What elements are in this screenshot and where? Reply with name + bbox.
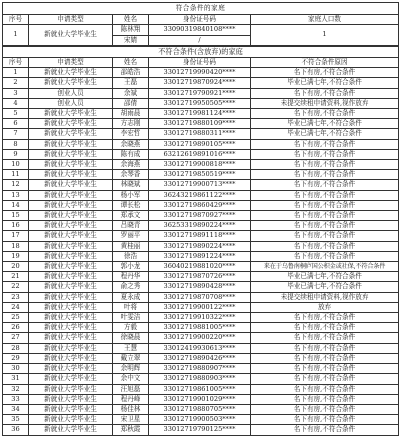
cell-id: 33012719790921****: [149, 88, 251, 98]
cell-type: 新就业大学毕业生: [29, 323, 113, 333]
cell-name: 余海燕: [113, 160, 149, 170]
cell-reason: 名下有房,不符合条件: [251, 139, 399, 149]
cell-type: 新就业大学毕业生: [29, 415, 113, 425]
cell-name: 程丹峰: [113, 394, 149, 404]
cell-name: 王慧: [113, 343, 149, 353]
cell-type: 新就业大学毕业生: [29, 374, 113, 384]
cell-id: 33012719881005****: [149, 323, 251, 333]
cell-type: 新就业大学毕业生: [29, 211, 113, 221]
cell-no: 33: [3, 394, 29, 404]
cell-name: 吕晓青: [113, 221, 149, 231]
cell-no: 9: [3, 149, 29, 159]
table-row: [3, 139, 399, 149]
cell-name: 余琴香: [113, 170, 149, 180]
cell-type: 新就业大学毕业生: [29, 231, 113, 241]
table-row: [3, 262, 399, 272]
cell-id: 33012719870708****: [149, 292, 251, 302]
cell-reason: 名下有房,不符合条件: [251, 170, 399, 180]
cell-no: 19: [3, 251, 29, 261]
cell-reason: 名下有房,不符合条件: [251, 211, 399, 221]
table-row: [3, 404, 399, 414]
cell-type: 新就业大学毕业生: [29, 160, 113, 170]
header-household-size: 家庭人口数: [251, 15, 399, 25]
cell-type: 新就业大学毕业生: [29, 241, 113, 251]
cell-no: 17: [3, 231, 29, 241]
document-page: [2, 2, 398, 436]
cell-id: 33012719880109****: [149, 119, 251, 129]
cell-reason: 名下有房,不符合条件: [251, 109, 399, 119]
table-row: [3, 190, 399, 200]
cell-name: 方志刚: [113, 119, 149, 129]
cell-name: 杨佳林: [113, 404, 149, 414]
cell-reason: 来在于乌鲁南桐庐国公积金或社保,不符合条件: [251, 262, 399, 272]
table-row: [3, 415, 399, 425]
cell-no: 1: [3, 68, 29, 78]
table-row: [3, 160, 399, 170]
cell-id: 33012719860429****: [149, 200, 251, 210]
ineligible-header-row: [3, 58, 399, 68]
table-row: [3, 302, 399, 312]
table-row: [3, 323, 399, 333]
eligible-table: [2, 2, 399, 46]
header-name: 姓名: [113, 58, 149, 68]
cell-name: 宋卫星: [113, 415, 149, 425]
cell-reason: 名下有房,不符合条件: [251, 313, 399, 323]
cell-reason: 毕业已满七年,不符合条件: [251, 119, 399, 129]
cell-id: 36040219881020****: [149, 262, 251, 272]
cell-id: 33012719990420****: [149, 68, 251, 78]
table-row: [3, 282, 399, 292]
cell-name: 程丹华: [113, 272, 149, 282]
cell-id: 33012719900713****: [149, 180, 251, 190]
cell-type: 新就业大学毕业生: [29, 333, 113, 343]
cell-no: 25: [3, 313, 29, 323]
table-row: [3, 211, 399, 221]
cell-reason: 名下有房,不符合条件: [251, 353, 399, 363]
cell-no: 20: [3, 262, 29, 272]
cell-type: 新就业大学毕业生: [29, 262, 113, 272]
cell-no: 22: [3, 282, 29, 292]
cell-type: 新就业大学毕业生: [29, 25, 113, 46]
cell-id: 33012719870726****: [149, 272, 251, 282]
cell-id: 33012719890224****: [149, 241, 251, 251]
member-id-1: 33090319840108****: [163, 25, 236, 33]
cell-reason: 名下有房,不符合条件: [251, 425, 399, 435]
cell-no: 27: [3, 333, 29, 343]
cell-id: 33012719880705****: [149, 404, 251, 414]
cell-id: 33012719901029****: [149, 394, 251, 404]
cell-no: 24: [3, 302, 29, 312]
cell-reason: 名下有房,不符合条件: [251, 68, 399, 78]
cell-household-size: 1: [251, 25, 399, 46]
cell-name: 方毅: [113, 323, 149, 333]
cell-id: 33012719900220****: [149, 333, 251, 343]
table-row: [3, 384, 399, 394]
cell-reason: 名下有房,不符合条件: [251, 374, 399, 384]
cell-type: 新就业大学毕业生: [29, 190, 113, 200]
cell-no: 2: [3, 78, 29, 88]
cell-ids: [149, 25, 251, 46]
table-row: [3, 180, 399, 190]
cell-id: 63212619891016****: [149, 149, 251, 159]
cell-no: 10: [3, 160, 29, 170]
cell-id: 33012719870927****: [149, 211, 251, 221]
cell-no: 7: [3, 129, 29, 139]
cell-id: 33012719861005****: [149, 384, 251, 394]
cell-reason: 名下有房,不符合条件: [251, 323, 399, 333]
cell-reason: 名下有房,不符合条件: [251, 180, 399, 190]
header-id: 身份证号码: [149, 58, 251, 68]
cell-id: 33012719790125****: [149, 425, 251, 435]
table-row: [3, 98, 399, 108]
cell-type: 新就业大学毕业生: [29, 272, 113, 282]
cell-reason: 名下有房,不符合条件: [251, 88, 399, 98]
cell-id: 33012719891118****: [149, 231, 251, 241]
cell-names: [113, 25, 149, 46]
cell-name: 杨小军: [113, 190, 149, 200]
cell-type: 新就业大学毕业生: [29, 251, 113, 261]
cell-reason: 未提交续租申请资料,视作放弃: [251, 292, 399, 302]
cell-name: 余斌: [113, 88, 149, 98]
cell-name: 叶将: [113, 302, 149, 312]
table-row: [3, 374, 399, 384]
cell-no: 18: [3, 241, 29, 251]
header-id: 身份证号码: [149, 15, 251, 25]
cell-type: 新就业大学毕业生: [29, 109, 113, 119]
member-name-1: 陈林翔: [120, 25, 141, 33]
cell-type: 新就业大学毕业生: [29, 343, 113, 353]
cell-type: 新就业大学毕业生: [29, 404, 113, 414]
header-name: 姓名: [113, 15, 149, 25]
cell-id: 33012719850519****: [149, 170, 251, 180]
header-type: 申请类型: [29, 15, 113, 25]
cell-no: 15: [3, 211, 29, 221]
cell-name: 王磊: [113, 78, 149, 88]
cell-no: 13: [3, 190, 29, 200]
cell-type: 新就业大学毕业生: [29, 425, 113, 435]
cell-type: 新就业大学毕业生: [29, 139, 113, 149]
cell-type: 新就业大学毕业生: [29, 78, 113, 88]
cell-name: 郭小龙: [113, 262, 149, 272]
cell-name: 叶雯洁: [113, 313, 149, 323]
cell-name: 林晓斌: [113, 180, 149, 190]
table-row: [3, 88, 399, 98]
table-row: [3, 200, 399, 210]
cell-name: 陈有成: [113, 149, 149, 159]
eligible-row: [3, 25, 399, 46]
cell-id: 33012719880311****: [149, 129, 251, 139]
cell-no: 5: [3, 109, 29, 119]
cell-id: 33012719900818****: [149, 160, 251, 170]
cell-id: 33012719891224****: [149, 251, 251, 261]
table-row: [3, 78, 399, 88]
cell-type: 创业人员: [29, 88, 113, 98]
cell-reason: 毕业已满七年,不符合条件: [251, 129, 399, 139]
cell-no: 4: [3, 98, 29, 108]
table-row: [3, 68, 399, 78]
table-row: [3, 119, 399, 129]
table-row: [3, 353, 399, 363]
cell-type: 新就业大学毕业生: [29, 353, 113, 363]
cell-reason: 未提交续租申请资料,视作放弃: [251, 98, 399, 108]
cell-id: 33012719890428****: [149, 282, 251, 292]
member-id-2: /: [149, 35, 250, 46]
table-row: [3, 313, 399, 323]
table-row: [3, 425, 399, 435]
member-name-2: 宋婧: [113, 35, 148, 46]
table-row: [3, 109, 399, 119]
cell-reason: 名下有房,不符合条件: [251, 190, 399, 200]
cell-name: 郑秋霞: [113, 425, 149, 435]
cell-type: 新就业大学毕业生: [29, 292, 113, 302]
cell-name: 邵皓浩: [113, 68, 149, 78]
cell-name: 李宏哲: [113, 129, 149, 139]
cell-reason: 名下有房,不符合条件: [251, 160, 399, 170]
table-row: [3, 272, 399, 282]
cell-name: 邵倩: [113, 98, 149, 108]
cell-id: 33012719880907****: [149, 364, 251, 374]
cell-reason: 名下有房,不符合条件: [251, 415, 399, 425]
cell-reason: 放弃: [251, 302, 399, 312]
cell-reason: 名下有房,不符合条件: [251, 251, 399, 261]
cell-reason: 名下有房,不符合条件: [251, 404, 399, 414]
cell-id: 33012719880903****: [149, 374, 251, 384]
cell-name: 黄桂丽: [113, 241, 149, 251]
cell-no: 23: [3, 292, 29, 302]
ineligible-table-title: 不符合条件(含放弃)的家庭: [3, 47, 399, 58]
cell-type: 新就业大学毕业生: [29, 68, 113, 78]
cell-id: 33012719890105****: [149, 139, 251, 149]
cell-id: 33012719870924****: [149, 78, 251, 88]
cell-reason: 名下有房,不符合条件: [251, 333, 399, 343]
cell-id: 36253319890224****: [149, 221, 251, 231]
cell-name: 胡雨晨: [113, 109, 149, 119]
cell-type: 新就业大学毕业生: [29, 364, 113, 374]
cell-no: 35: [3, 415, 29, 425]
cell-no: 31: [3, 374, 29, 384]
cell-no: 12: [3, 180, 29, 190]
eligible-table-title: 符合条件的家庭: [3, 3, 399, 15]
cell-no: 11: [3, 170, 29, 180]
cell-type: 新就业大学毕业生: [29, 313, 113, 323]
cell-reason: 名下有房,不符合条件: [251, 149, 399, 159]
cell-name: 郑承文: [113, 211, 149, 221]
cell-no: 36: [3, 425, 29, 435]
cell-reason: 名下有房,不符合条件: [251, 394, 399, 404]
cell-name: 俞之秀: [113, 282, 149, 292]
cell-reason: 名下有房,不符合条件: [251, 221, 399, 231]
cell-no: 28: [3, 343, 29, 353]
cell-id: 33012719890426****: [149, 353, 251, 363]
header-type: 申请类型: [29, 58, 113, 68]
cell-name: 罗丽平: [113, 231, 149, 241]
cell-reason: 毕业已满七年,不符合条件: [251, 78, 399, 88]
cell-id: 33012719900503****: [149, 415, 251, 425]
cell-no: 21: [3, 272, 29, 282]
cell-name: 夏永成: [113, 292, 149, 302]
ineligible-table: [2, 46, 399, 436]
cell-no: 1: [3, 25, 29, 46]
table-row: [3, 129, 399, 139]
cell-name: 戴立翠: [113, 353, 149, 363]
cell-reason: 名下有房,不符合条件: [251, 343, 399, 353]
cell-no: 34: [3, 404, 29, 414]
cell-name: 徐晓晨: [113, 333, 149, 343]
cell-no: 32: [3, 384, 29, 394]
cell-no: 14: [3, 200, 29, 210]
cell-name: 徐浩: [113, 251, 149, 261]
cell-type: 新就业大学毕业生: [29, 129, 113, 139]
table-row: [3, 292, 399, 302]
table-row: [3, 251, 399, 261]
table-row: [3, 221, 399, 231]
cell-id: 33012719950505****: [149, 98, 251, 108]
table-row: [3, 364, 399, 374]
cell-name: 余晓燕: [113, 139, 149, 149]
cell-type: 新就业大学毕业生: [29, 221, 113, 231]
header-no: 序号: [3, 15, 29, 25]
cell-type: 新就业大学毕业生: [29, 149, 113, 159]
eligible-header-row: [3, 15, 399, 25]
cell-id: 33012419930613****: [149, 343, 251, 353]
cell-reason: 名下有房,不符合条件: [251, 364, 399, 374]
cell-type: 新就业大学毕业生: [29, 119, 113, 129]
cell-type: 新就业大学毕业生: [29, 180, 113, 190]
cell-no: 29: [3, 353, 29, 363]
table-row: [3, 343, 399, 353]
cell-reason: 毕业已满七年,不符合条件: [251, 282, 399, 292]
cell-type: 创业人员: [29, 98, 113, 108]
cell-name: 汪旭磊: [113, 384, 149, 394]
cell-no: 26: [3, 323, 29, 333]
ineligible-table-body: [3, 68, 399, 435]
cell-no: 8: [3, 139, 29, 149]
table-row: [3, 231, 399, 241]
cell-no: 6: [3, 119, 29, 129]
cell-no: 3: [3, 88, 29, 98]
header-reason: 不符合条件原因: [251, 58, 399, 68]
cell-type: 新就业大学毕业生: [29, 394, 113, 404]
cell-no: 30: [3, 364, 29, 374]
table-row: [3, 170, 399, 180]
cell-type: 新就业大学毕业生: [29, 384, 113, 394]
cell-reason: 毕业已满七年,不符合条件: [251, 272, 399, 282]
cell-reason: 名下有房,不符合条件: [251, 231, 399, 241]
cell-reason: 名下有房,不符合条件: [251, 384, 399, 394]
table-row: [3, 333, 399, 343]
table-row: [3, 149, 399, 159]
table-row: [3, 241, 399, 251]
cell-reason: 名下有房,不符合条件: [251, 200, 399, 210]
cell-id: 33012719910322****: [149, 313, 251, 323]
cell-type: 新就业大学毕业生: [29, 170, 113, 180]
cell-id: 36243219861122****: [149, 190, 251, 200]
cell-no: 16: [3, 221, 29, 231]
cell-id: 33012719981124****: [149, 109, 251, 119]
cell-reason: 名下有房,不符合条件: [251, 241, 399, 251]
header-no: 序号: [3, 58, 29, 68]
cell-type: 新就业大学毕业生: [29, 282, 113, 292]
cell-type: 新就业大学毕业生: [29, 200, 113, 210]
cell-id: 33012719900122****: [149, 302, 251, 312]
cell-name: 谭长松: [113, 200, 149, 210]
cell-name: 余明辉: [113, 364, 149, 374]
cell-type: 新就业大学毕业生: [29, 302, 113, 312]
cell-name: 余中文: [113, 374, 149, 384]
